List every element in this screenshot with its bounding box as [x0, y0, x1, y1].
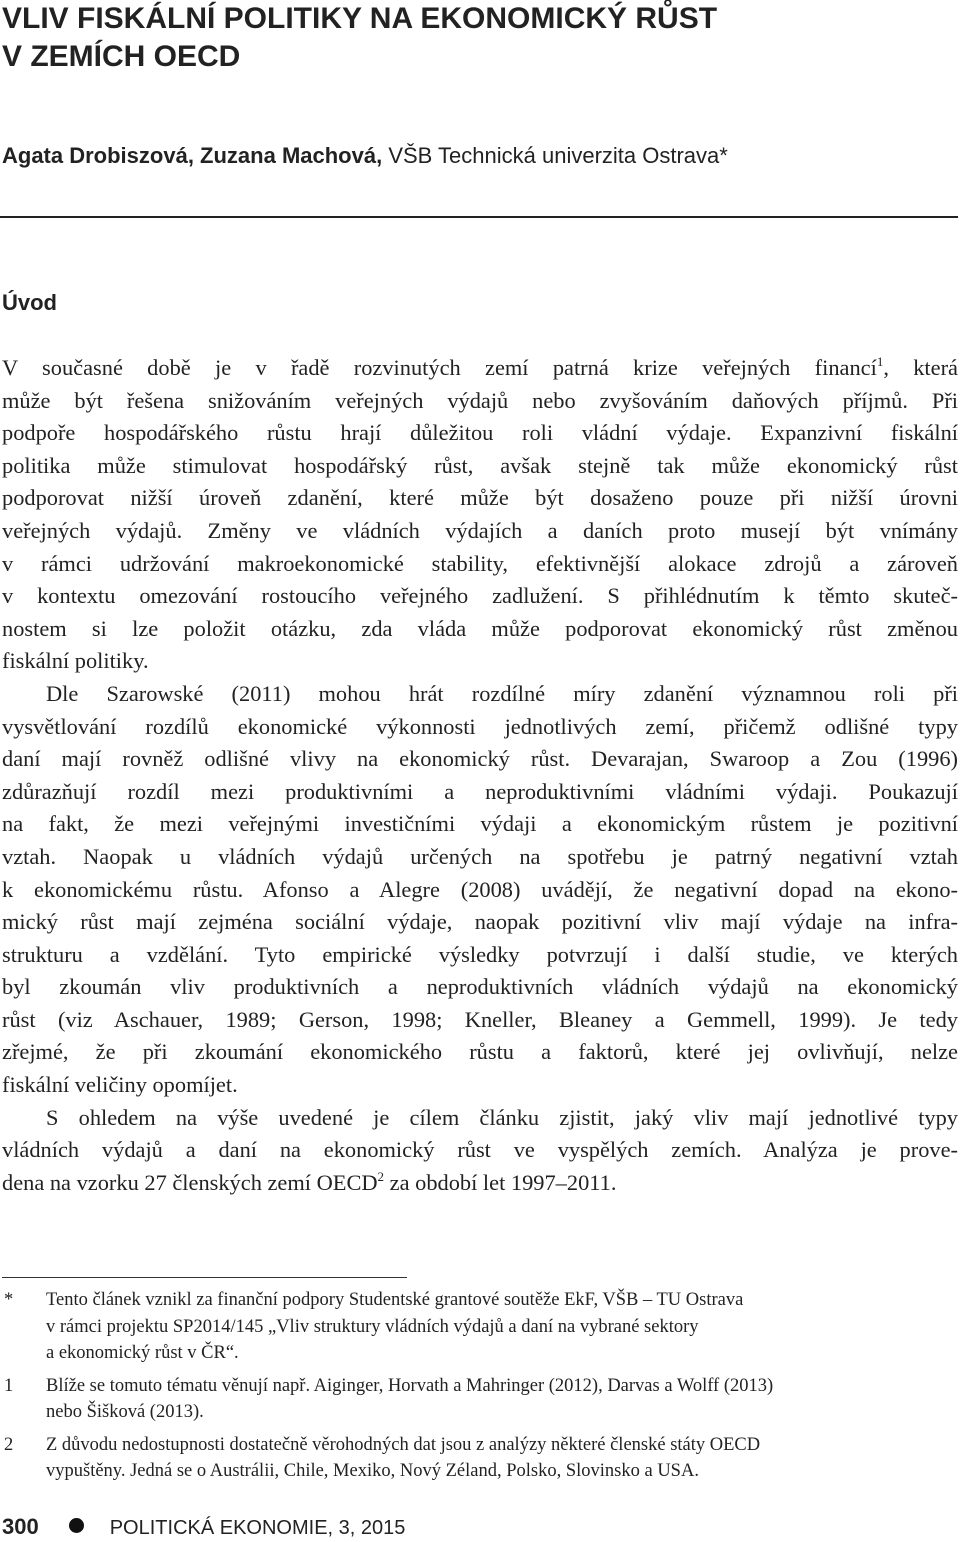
page-footer — [2, 1514, 405, 1542]
body-line — [2, 385, 958, 418]
body-line — [2, 1036, 958, 1069]
body-line — [2, 482, 958, 515]
body-line — [2, 743, 958, 776]
body-line — [2, 678, 958, 711]
body-line-text: Dle Szarowské (2011) mohou hrát rozdílné míry zdanění významnou roli při — [46, 680, 958, 706]
body-line-text: růst (viz Aschauer, 1989; Gerson, 1998; Kneller, Bleaney a Gemmell, 1999). Je tedy — [2, 1006, 958, 1032]
body-line-text: veřejných výdajů. Změny ve vládních výdajích a daních proto musejí být vnímány — [2, 517, 958, 543]
body-line — [2, 515, 958, 548]
author-line — [2, 142, 728, 170]
body-line — [2, 580, 958, 613]
page-number: 300 — [2, 1514, 39, 1539]
body-line — [2, 776, 958, 809]
footnotes — [2, 1287, 942, 1491]
body-line-text: V současné době je v řadě rozvinutých zemí patrná krize veřejných financí — [2, 355, 877, 380]
body-line-text: vládních výdajů a daní na ekonomický růst ve vyspělých zemích. Analýza je prove- — [2, 1137, 958, 1163]
body-line-text: S ohledem na výše uvedené je cílem článku zjistit, jaký vliv mají jednotlivé typy — [46, 1104, 958, 1130]
body-line-text: byl zkoumán vliv produktivních a neproduktivních vládních výdajů na ekonomický — [2, 974, 958, 1000]
body-line — [2, 808, 958, 841]
body-line-text: mický růst mají zejména sociální výdaje, naopak pozitivní vliv mají výdaje na infra- — [2, 909, 958, 935]
body-line-text: fiskální politiky. — [2, 648, 149, 674]
footnote-text-line: a ekonomický růst v ČR“. — [46, 1343, 239, 1363]
body-line-text: na fakt, že mezi veřejnými investičními výdaji a ekonomickým růstem je pozitivní — [2, 811, 958, 837]
body-line — [2, 450, 958, 483]
footer-bullet — [69, 1518, 84, 1533]
body-line-text: vztah. Naopak u vládních výdajů určených na spotřebu je patrný negativní vztah — [2, 843, 958, 869]
author-affiliation: VŠB Technická univerzita Ostrava* — [382, 143, 728, 168]
body-line-text: zřejmé, že při zkoumání ekonomického růstu a faktorů, které jej ovlivňují, nelze — [2, 1039, 958, 1065]
article-title-line-1: VLIV FISKÁLNÍ POLITIKY NA EKONOMICKÝ RŮST — [2, 2, 718, 35]
body-line-text: k ekonomickému růstu. Afonso a Alegre (2008) uvádějí, že negativní dopad na ekono- — [2, 876, 958, 902]
body-line — [2, 1069, 958, 1102]
header-divider — [0, 216, 958, 218]
body-line — [2, 613, 958, 646]
body-line-text: , která — [883, 355, 958, 380]
body-text — [2, 352, 958, 1199]
footnote — [2, 1432, 942, 1485]
footnote-text-line: Tento článek vznikl za finanční podpory Studentské grantové soutěže EkF, VŠB – TU Ostrava — [46, 1290, 744, 1310]
body-line — [2, 939, 958, 972]
body-line-text: může být řešena snižováním veřejných výdajů nebo zvyšováním daňových příjmů. Při — [2, 387, 958, 413]
body-line — [2, 711, 958, 744]
body-line-text: podporovat nižší úroveň zdanění, které může být dosaženo pouze při nižší úrovni — [2, 485, 958, 511]
section-heading: Úvod — [2, 290, 57, 315]
article-title-line-2: V ZEMÍCH OECD — [2, 40, 241, 73]
body-line — [2, 1167, 958, 1200]
body-line-text: strukturu a vzdělání. Tyto empirické výsledky potvrzují i další studie, ve kterých — [2, 941, 958, 967]
footnote — [2, 1373, 942, 1426]
body-line — [2, 971, 958, 1004]
body-line — [2, 874, 958, 907]
body-line — [2, 645, 958, 678]
body-line — [2, 548, 958, 581]
body-line-text: fiskální veličiny opomíjet. — [2, 1072, 238, 1098]
body-line — [2, 906, 958, 939]
footnote — [2, 1287, 942, 1367]
footnote-text-line: Blíže se tomuto tématu věnují např. Aiginger, Horvath a Mahringer (2012), Darvas a Wolff (2013) — [46, 1375, 774, 1396]
body-line-text: podpoře hospodářského růstu hrají důležitou roli vládní výdaje. Expanzivní fiskální — [2, 420, 958, 446]
body-line-text: politika může stimulovat hospodářský růst, avšak stejně tak může ekonomický růst — [2, 452, 958, 478]
footnote-reference: 1 — [876, 354, 884, 369]
body-line — [2, 1134, 958, 1167]
body-line-text: vysvětlování rozdílů ekonomické výkonnosti jednotlivých zemí, přičemž odlišné typy — [2, 713, 958, 739]
body-line-text: zdůrazňují rozdíl mezi produktivními a neproduktivními vládními výdaji. Poukazují — [2, 778, 958, 804]
body-line — [2, 841, 958, 874]
footnote-text-line: vypuštěny. Jedná se o Austrálii, Chile, Mexiko, Nový Zéland, Polsko, Slovinsko a USA. — [46, 1461, 699, 1481]
body-line — [2, 1004, 958, 1037]
footnote-reference: 2 — [377, 1168, 385, 1184]
journal-name: POLITICKÁ EKONOMIE, 3, 2015 — [109, 1517, 406, 1539]
body-line-text: v rámci udržování makroekonomické stability, efektivnější alokace zdrojů a zároveň — [2, 550, 958, 576]
footnote-text-line: v rámci projektu SP2014/145 „Vliv struktury vládních výdajů a daní na vybrané sektory — [46, 1316, 699, 1337]
article-title — [2, 0, 942, 76]
footnote-mark: 2 — [4, 1434, 14, 1455]
body-line-text: daní mají rovněž odlišné vlivy na ekonomický růst. Devarajan, Swaroop a Zou (1996) — [2, 746, 958, 772]
footnote-text-line: nebo Šišková (2013). — [46, 1402, 204, 1422]
body-line — [2, 1102, 958, 1135]
body-line-text: dena na vzorku 27 členských zemí OECD — [2, 1169, 378, 1195]
body-line-text: nostem si lze položit otázku, zda vláda může podporovat ekonomický růst změnou — [2, 615, 958, 641]
author-names: Agata Drobiszová, Zuzana Machová, — [2, 143, 383, 168]
body-line — [2, 417, 958, 450]
footnote-text-line: Z důvodu nedostupnosti dostatečně věrohodných dat jsou z analýzy některé členské státy OECD — [46, 1434, 761, 1455]
footnote-mark: 1 — [4, 1375, 14, 1396]
body-line-text: za období let 1997–2011. — [384, 1169, 617, 1195]
footnote-divider — [2, 1277, 407, 1278]
body-line-text: v kontextu omezování rostoucího veřejného zadlužení. S přihlédnutím k těmto skuteč- — [2, 583, 958, 609]
body-line — [2, 352, 958, 385]
footnote-mark: * — [4, 1290, 14, 1310]
